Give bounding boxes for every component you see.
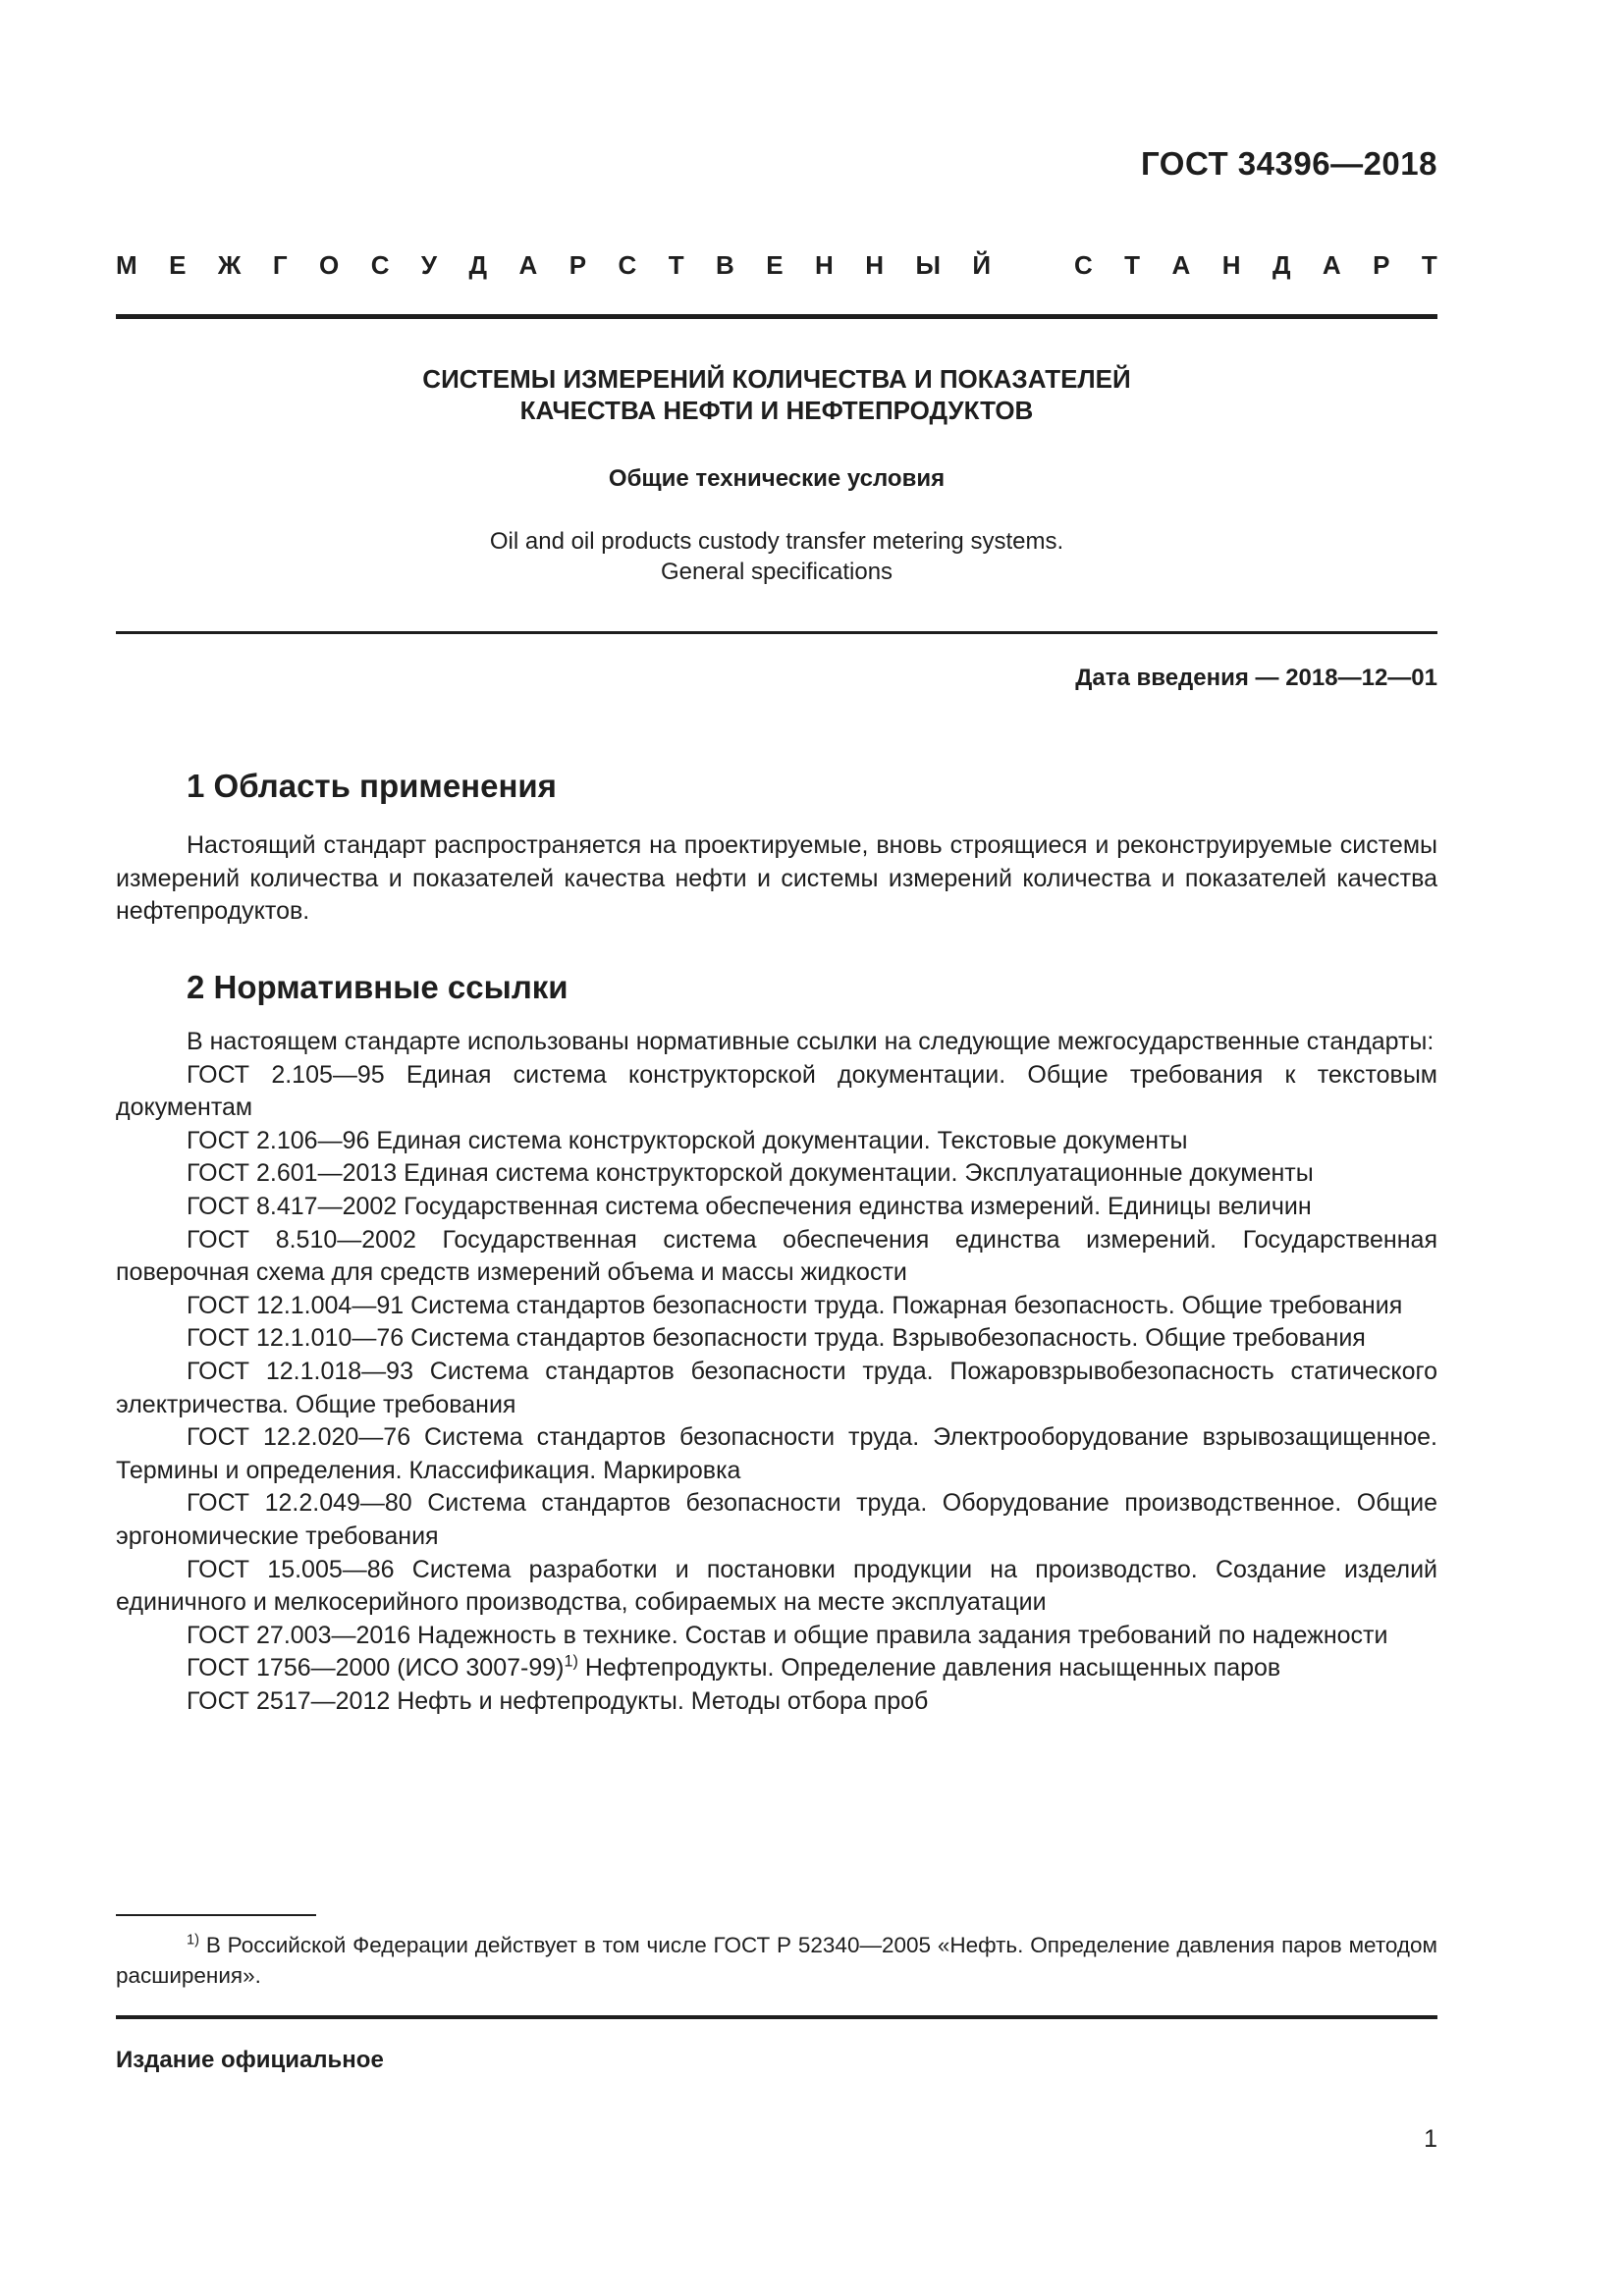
reference-item: [116, 1685, 1437, 1719]
title-line-2: КАЧЕСТВА НЕФТИ И НЕФТЕПРОДУКТОВ: [519, 396, 1034, 425]
footnote-reference-marker: 1): [564, 1652, 578, 1671]
reference-item: [116, 1322, 1437, 1356]
heading-letter: А: [518, 250, 538, 280]
heading-letter: Н: [865, 250, 885, 280]
page-number: 1: [1424, 2125, 1437, 2153]
reference-item: [116, 1191, 1437, 1224]
heading-letter: В: [716, 250, 734, 280]
reference-text: ГОСТ 8.510—2002 Государственная система обеспечения единства измерений. Государственная поверочная схема для средств измерений объема и массы жидкости: [116, 1225, 1437, 1287]
reference-text: ГОСТ 12.1.010—76 Система стандартов безопасности труда. Взрывобезопасность. Общие требования: [187, 1324, 1366, 1353]
section-1-text: [116, 829, 1437, 929]
reference-text-continued: Нефтепродукты. Определение давления насыщенных паров: [577, 1654, 1281, 1682]
reference-item: [116, 1421, 1437, 1487]
reference-item: [116, 1356, 1437, 1421]
standard-type-heading: [116, 250, 1437, 281]
heading-letter: Н: [815, 250, 834, 280]
heading-letter: Т: [1124, 250, 1141, 280]
footnote-text: В Российской Федерации действует в том числе ГОСТ Р 52340—2005 «Нефть. Определение давления паров методом расширения».: [116, 1933, 1437, 1988]
reference-item: [116, 1652, 1437, 1685]
footnote-marker: 1): [187, 1932, 199, 1949]
heading-letter: А: [1322, 250, 1341, 280]
reference-item: [116, 1620, 1437, 1653]
heading-letter: Н: [1221, 250, 1241, 280]
official-edition-label: Издание официальное: [116, 2047, 384, 2073]
reference-text: ГОСТ 12.2.049—80 Система стандартов безопасности труда. Оборудование производственное. Общие эргономические требования: [116, 1489, 1437, 1550]
reference-item: [116, 1554, 1437, 1620]
heading-letter: С: [618, 250, 637, 280]
heading-letter: Ы: [915, 250, 941, 280]
heading-letter: Т: [668, 250, 684, 280]
reference-text: ГОСТ 8.417—2002 Государственная система обеспечения единства измерений. Единицы величин: [187, 1192, 1312, 1220]
heading-letter: Д: [1272, 250, 1291, 280]
heading-letter: А: [1171, 250, 1191, 280]
section-2-heading: 2 Нормативные ссылки: [187, 969, 568, 1005]
reference-list: [116, 1059, 1437, 1719]
reference-item: [116, 1487, 1437, 1553]
heading-letter: Е: [169, 250, 187, 280]
heading-letter: Й: [972, 250, 992, 280]
heading-letter: С: [1073, 250, 1093, 280]
document-subtitle: Общие технические условия: [608, 465, 946, 492]
word-gap: [1023, 250, 1043, 281]
reference-text: ГОСТ 12.1.018—93 Система стандартов безопасности труда. Пожаровзрывобезопасность статического электричества. Общие требования: [116, 1357, 1437, 1418]
reference-text: ГОСТ 1756—2000 (ИСО 3007-99): [187, 1654, 565, 1682]
scope-paragraph: Настоящий стандарт распространяется на проектируемые, вновь строящиеся и реконструируемые системы измерений количества и показателей качества нефти и системы измерений количества и показателей качества нефтепродуктов.: [116, 831, 1437, 926]
introduction-date: Дата введения — 2018—12—01: [1075, 665, 1437, 691]
reference-item: [116, 1125, 1437, 1158]
title-divider: [116, 631, 1437, 634]
reference-item: [116, 1224, 1437, 1290]
heading-letter: Д: [468, 250, 488, 280]
reference-text: ГОСТ 12.1.004—91 Система стандартов безопасности труда. Пожарная безопасность. Общие требования: [187, 1291, 1403, 1319]
reference-text: ГОСТ 12.2.020—76 Система стандартов безопасности труда. Электрооборудование взрывозащищенное. Термины и определения. Классификация. Маркировка: [116, 1423, 1437, 1484]
reference-text: ГОСТ 2.106—96 Единая система конструкторской документации. Текстовые документы: [187, 1126, 1188, 1154]
english-title-line-2: General specifications: [660, 559, 893, 585]
reference-item: [116, 1290, 1437, 1323]
footer-divider: [116, 2015, 1437, 2019]
header-divider: [116, 314, 1437, 319]
english-title-line-1: Oil and oil products custody transfer metering systems.: [489, 528, 1064, 555]
document-title: [116, 363, 1437, 426]
heading-letter: О: [319, 250, 340, 280]
references-intro: В настоящем стандарте использованы нормативные ссылки на следующие межгосударственные стандарты:: [187, 1028, 1435, 1055]
english-title: [116, 526, 1437, 587]
reference-text: ГОСТ 2517—2012 Нефть и нефтепродукты. Методы отбора проб: [187, 1686, 929, 1715]
section-1-heading: 1 Область применения: [187, 768, 557, 804]
heading-letter: Г: [272, 250, 288, 280]
heading-letter: Е: [766, 250, 784, 280]
title-line-1: СИСТЕМЫ ИЗМЕРЕНИЙ КОЛИЧЕСТВА И ПОКАЗАТЕЛЕЙ: [422, 364, 1131, 394]
reference-item: [116, 1157, 1437, 1191]
heading-letter: Т: [1421, 250, 1437, 280]
footnote-divider: [116, 1914, 316, 1916]
reference-text: ГОСТ 2.601—2013 Единая система конструкторской документации. Эксплуатационные документы: [187, 1159, 1314, 1188]
heading-letter: С: [370, 250, 390, 280]
document-page: [116, 0, 1437, 2296]
reference-item: [116, 1059, 1437, 1125]
document-number: ГОСТ 34396—2018: [1141, 145, 1437, 182]
heading-letter: Р: [568, 250, 587, 280]
heading-letter: У: [420, 250, 438, 280]
heading-letter: М: [116, 250, 137, 280]
reference-text: ГОСТ 2.105—95 Единая система конструкторской документации. Общие требования к текстовым документам: [116, 1060, 1437, 1122]
heading-letter: Р: [1373, 250, 1390, 280]
reference-text: ГОСТ 15.005—86 Система разработки и постановки продукции на производство. Создание изделий единичного и мелкосерийного производства, собираемых на месте эксплуатации: [116, 1555, 1437, 1617]
footnote: [116, 1930, 1437, 1991]
normative-references: [116, 1026, 1437, 1718]
heading-letter: Ж: [217, 250, 242, 280]
reference-text: ГОСТ 27.003—2016 Надежность в технике. Состав и общие правила задания требований по надежности: [187, 1621, 1388, 1649]
